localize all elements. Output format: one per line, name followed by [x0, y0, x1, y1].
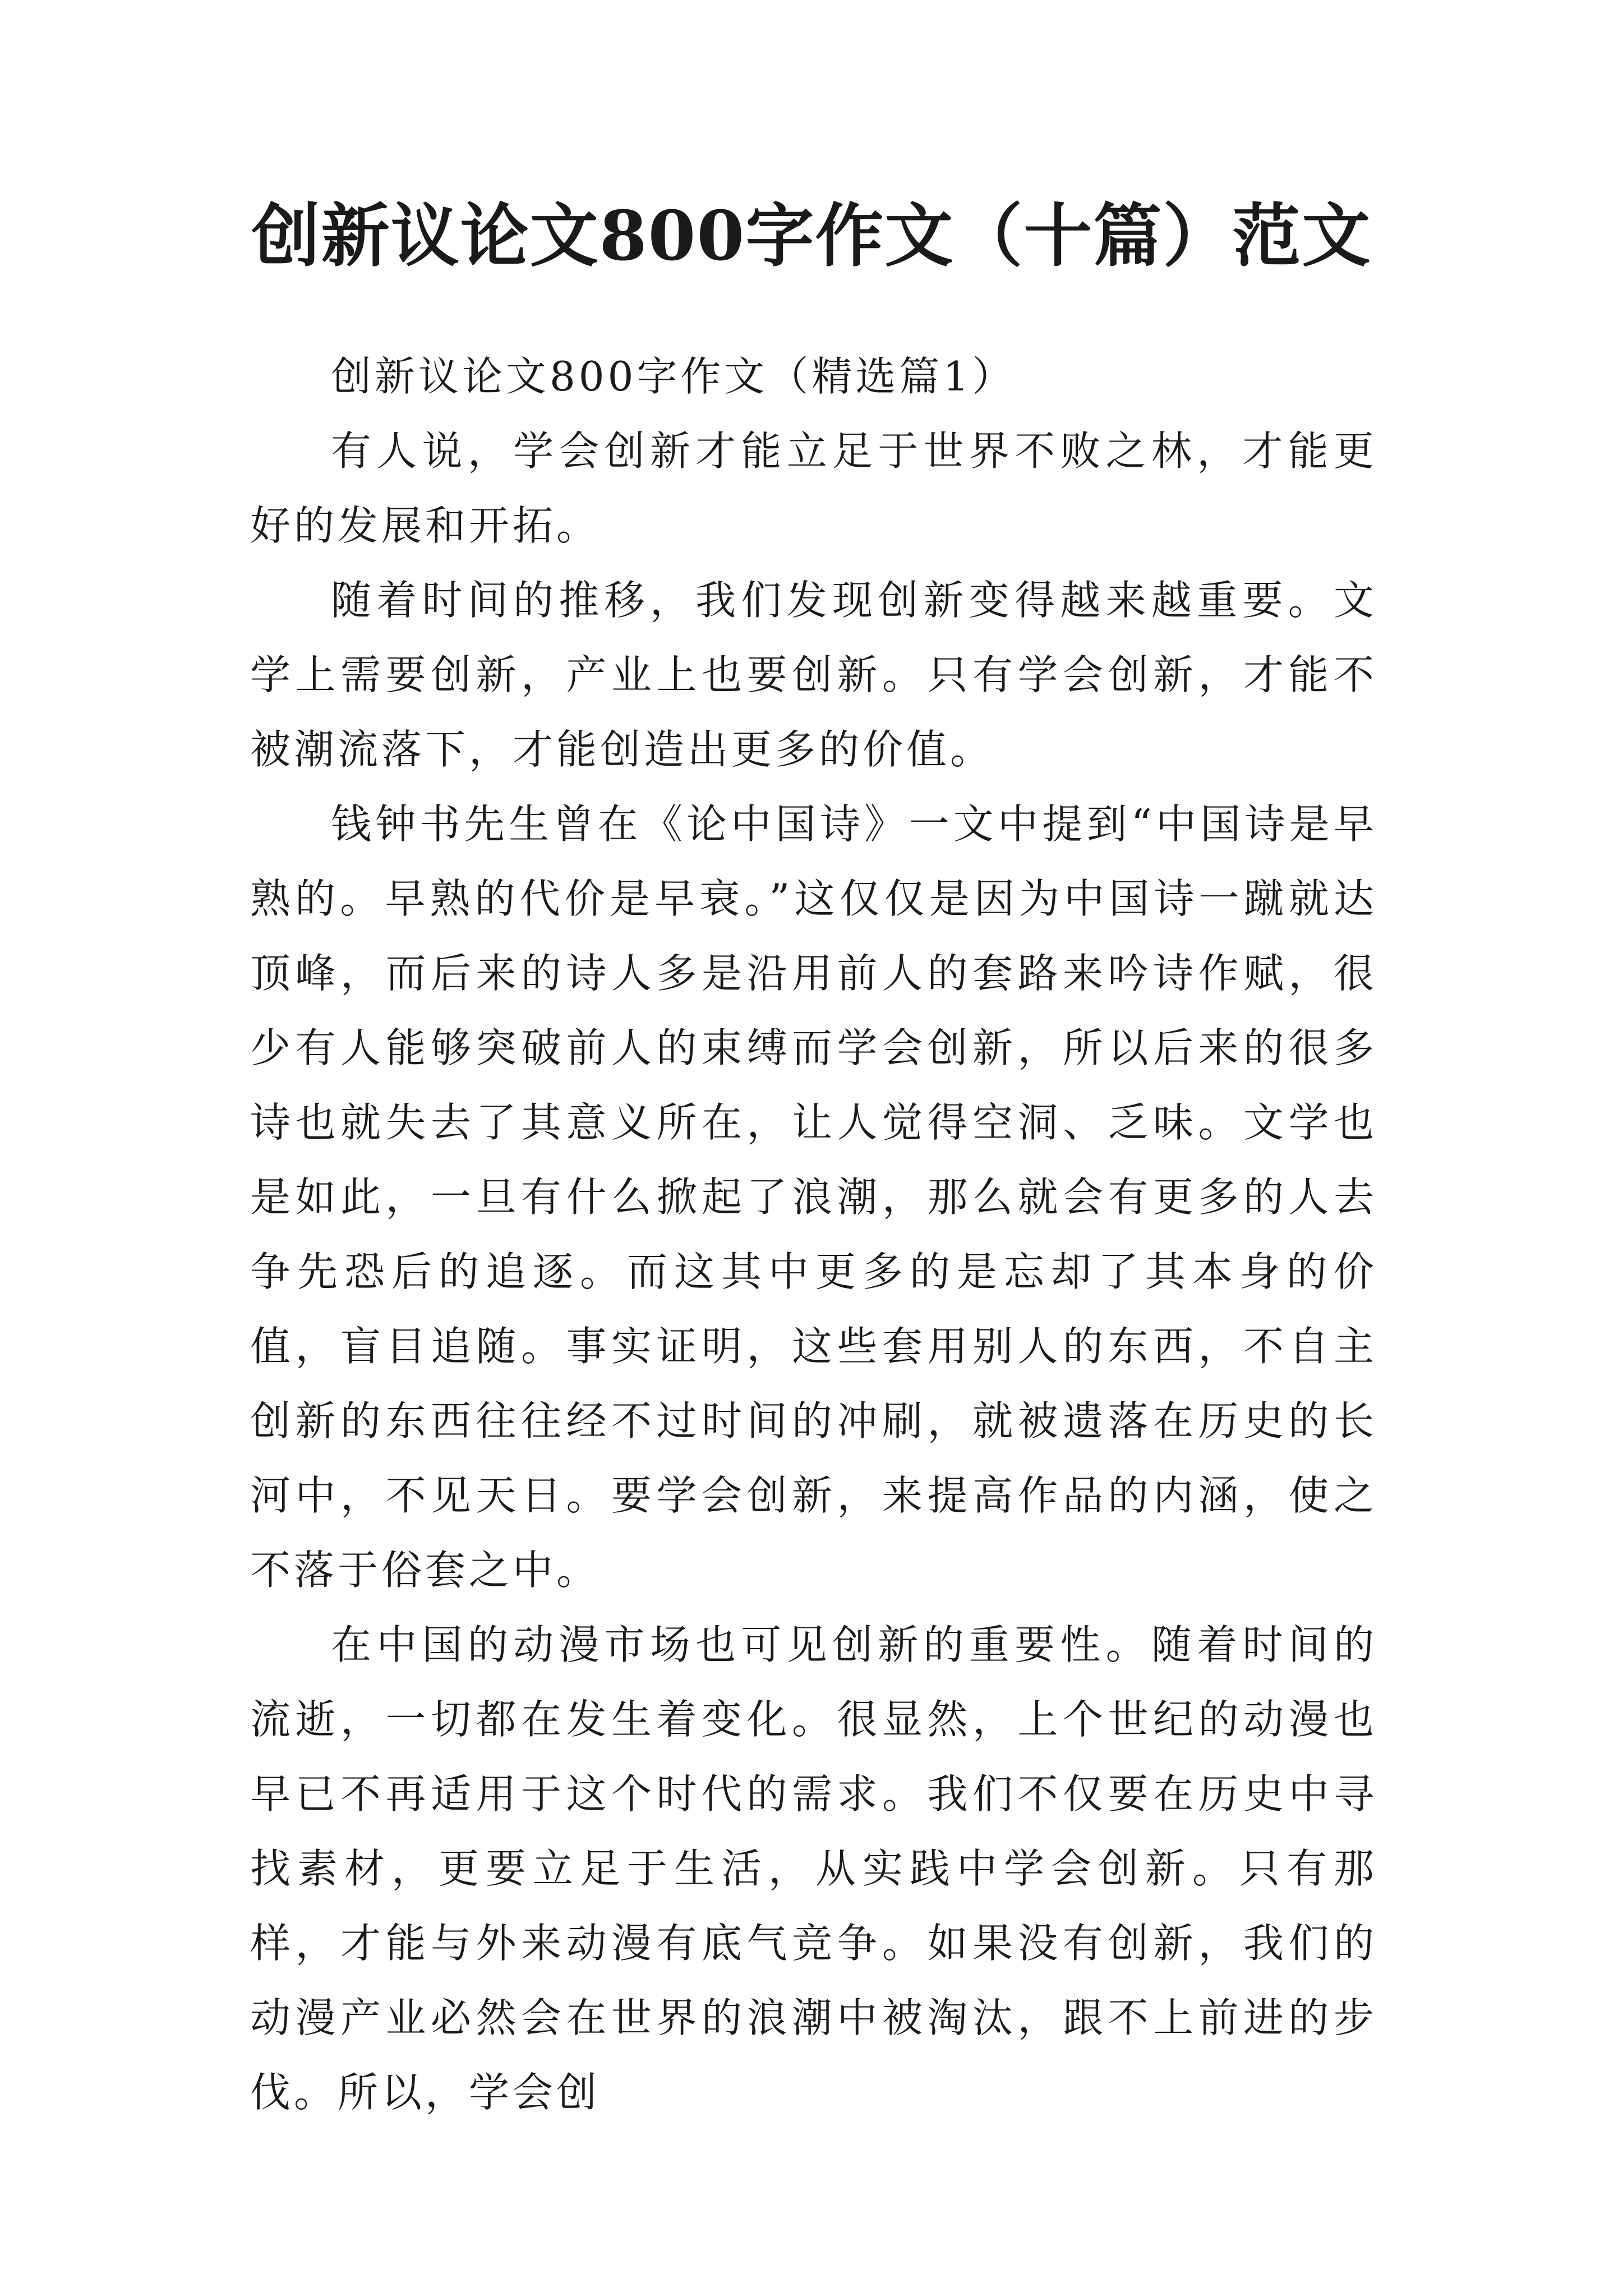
document-title: 创新议论文800字作文（十篇）范文 [251, 195, 1372, 276]
document-body [250, 339, 1377, 2130]
paragraph: 钱钟书先生曾在《论中国诗》一文中提到“中国诗是早熟的。早熟的代价是早衰。”这仅仅是因为中国诗一蹴就达顶峰，而后来的诗人多是沿用前人的套路来吟诗作赋，很少有人能够突破前人的束缚而学会创新，所以后来的很多诗也就失去了其意义所在，让人觉得空洞、乏味。文学也是如此，一旦有什么掀起了浪潮，那么就会有更多的人去争先恐后的追逐。而这其中更多的是忘却了其本身的价值，盲目追随。事实证明，这些套用别人的东西，不自主创新的东西往往经不过时间的冲刷，就被遗落在历史的长河中，不见天日。要学会创新，来提高作品的内涵，使之不落于俗套之中。 [250, 800, 1377, 1594]
paragraph: 在中国的动漫市场也可见创新的重要性。随着时间的流逝，一切都在发生着变化。很显然，上个世纪的动漫也早已不再适用于这个时代的需求。我们不仅要在历史中寻找素材，更要立足于生活，从实践中学会创新。只有那样，才能与外来动漫有底气竞争。如果没有创新，我们的动漫产业必然会在世界的浪潮中被淘汰，跟不上前进的步伐。所以，学会创 [250, 1621, 1377, 2116]
paragraph: 随着时间的推移，我们发现创新变得越来越重要。文学上需要创新，产业上也要创新。只有学会创新，才能不被潮流落下，才能创造出更多的价值。 [250, 577, 1377, 773]
paragraph: 有人说，学会创新才能立足于世界不败之林，才能更好的发展和开拓。 [250, 427, 1377, 549]
section-heading: 创新议论文800字作文（精选篇1） [331, 353, 1016, 400]
